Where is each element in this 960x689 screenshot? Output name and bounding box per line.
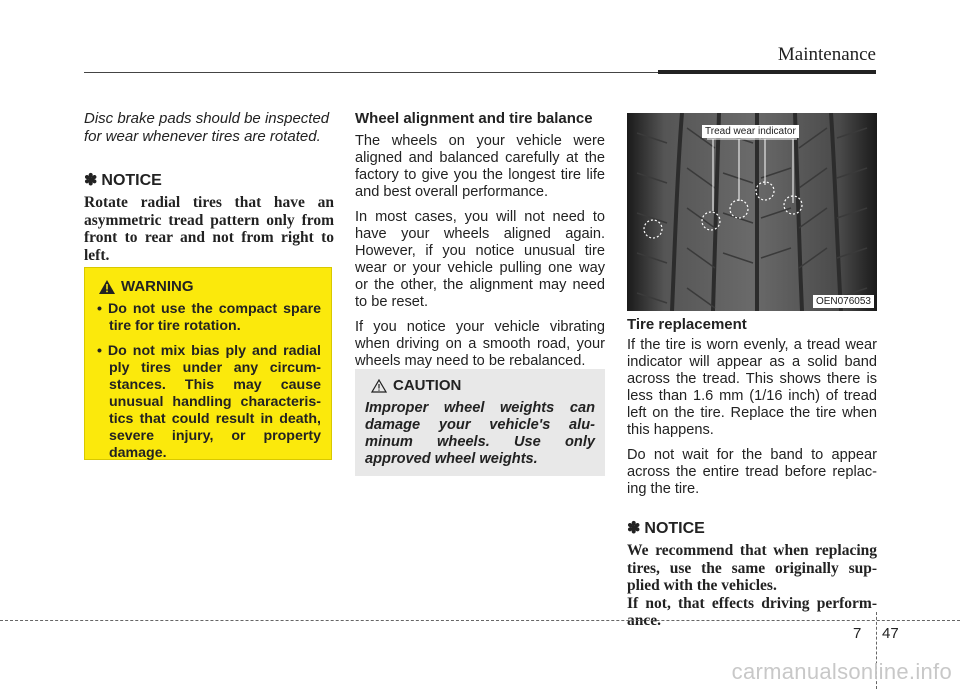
alignment-paragraph: In most cases, you will not need to have your wheels aligned again. However, if you notice unusual tire wear or your vehicle pulling one way or the other, the alignment may need to be reset.: [355, 209, 605, 310]
tread-wear-indicator-label: Tread wear indicator: [702, 125, 799, 138]
header-rule: [84, 72, 658, 73]
warning-box: [84, 267, 332, 460]
column-1: [84, 110, 334, 264]
caution-title: CAUTION: [393, 377, 462, 394]
chapter-number: 7: [853, 625, 862, 642]
notice-title: NOTICE: [644, 520, 705, 537]
notice-heading: [84, 170, 334, 190]
notice-title: NOTICE: [101, 172, 162, 189]
caution-text: Improper wheel weights can damage your vehicle's alu-minum wheels. Use only approved wheel weights.: [365, 400, 595, 467]
warning-heading: [99, 278, 321, 295]
notice-text: Rotate radial tires that have an asymmetric tread pattern only from front to rear and not from right to left.: [84, 194, 334, 264]
header-rule-accent: [658, 70, 876, 74]
alignment-paragraph: If you notice your vehicle vibrating when driving on a smooth road, your wheels may need to be rebalanced.: [355, 319, 605, 369]
notice-mark-icon: ✽: [84, 172, 98, 189]
section-title: Maintenance: [777, 44, 876, 65]
warning-item: • Do not mix bias ply and radial ply tires under any circum-stances. This may cause unusual handling characteris-tics that could result in death, severe injury, or property damage.: [97, 343, 321, 461]
warning-title: WARNING: [121, 278, 194, 295]
caution-box: [355, 369, 605, 476]
figure-code: OEN076053: [813, 295, 874, 308]
alignment-paragraph: The wheels on your vehicle were aligned and balanced carefully at the factory to give you the longest tire life and best overall performance.: [355, 133, 605, 200]
warning-item: • Do not use the compact spare tire for tire rotation.: [97, 301, 321, 334]
notice-text-2: We recommend that when replacing tires, use the same originally sup-plied with the vehicles. If not, that effects driving perform-ance.: [627, 542, 877, 629]
caution-triangle-icon: [371, 379, 387, 393]
column-2: [355, 110, 605, 378]
notice-mark-icon: ✽: [627, 520, 641, 537]
tire-replacement-paragraph: If the tire is worn evenly, a tread wear indicator will appear as a solid band across the tread. This shows there is less than 1.6 mm (1/16 inch) of tread left on the tire. Replace the tire when this happens.: [627, 337, 877, 438]
caution-heading: [371, 377, 595, 394]
warning-triangle-icon: [99, 280, 115, 294]
footer-rule: [0, 620, 960, 621]
tire-replacement-heading: Tire replacement: [627, 316, 747, 333]
warning-list: [93, 301, 321, 462]
tire-tread-illustration: [627, 113, 877, 311]
notice-heading-2: [627, 518, 877, 538]
alignment-heading: Wheel alignment and tire balance: [355, 110, 593, 127]
tire-replacement-paragraph: Do not wait for the band to appear across the entire tread before replac-ing the tire.: [627, 447, 877, 497]
tire-tread-figure: [627, 113, 877, 311]
page-number: 47: [882, 625, 899, 642]
intro-text: Disc brake pads should be inspected for wear whenever tires are rotated.: [84, 110, 330, 145]
watermark: carmanualsonline.info: [731, 659, 952, 684]
column-3: [627, 316, 877, 630]
